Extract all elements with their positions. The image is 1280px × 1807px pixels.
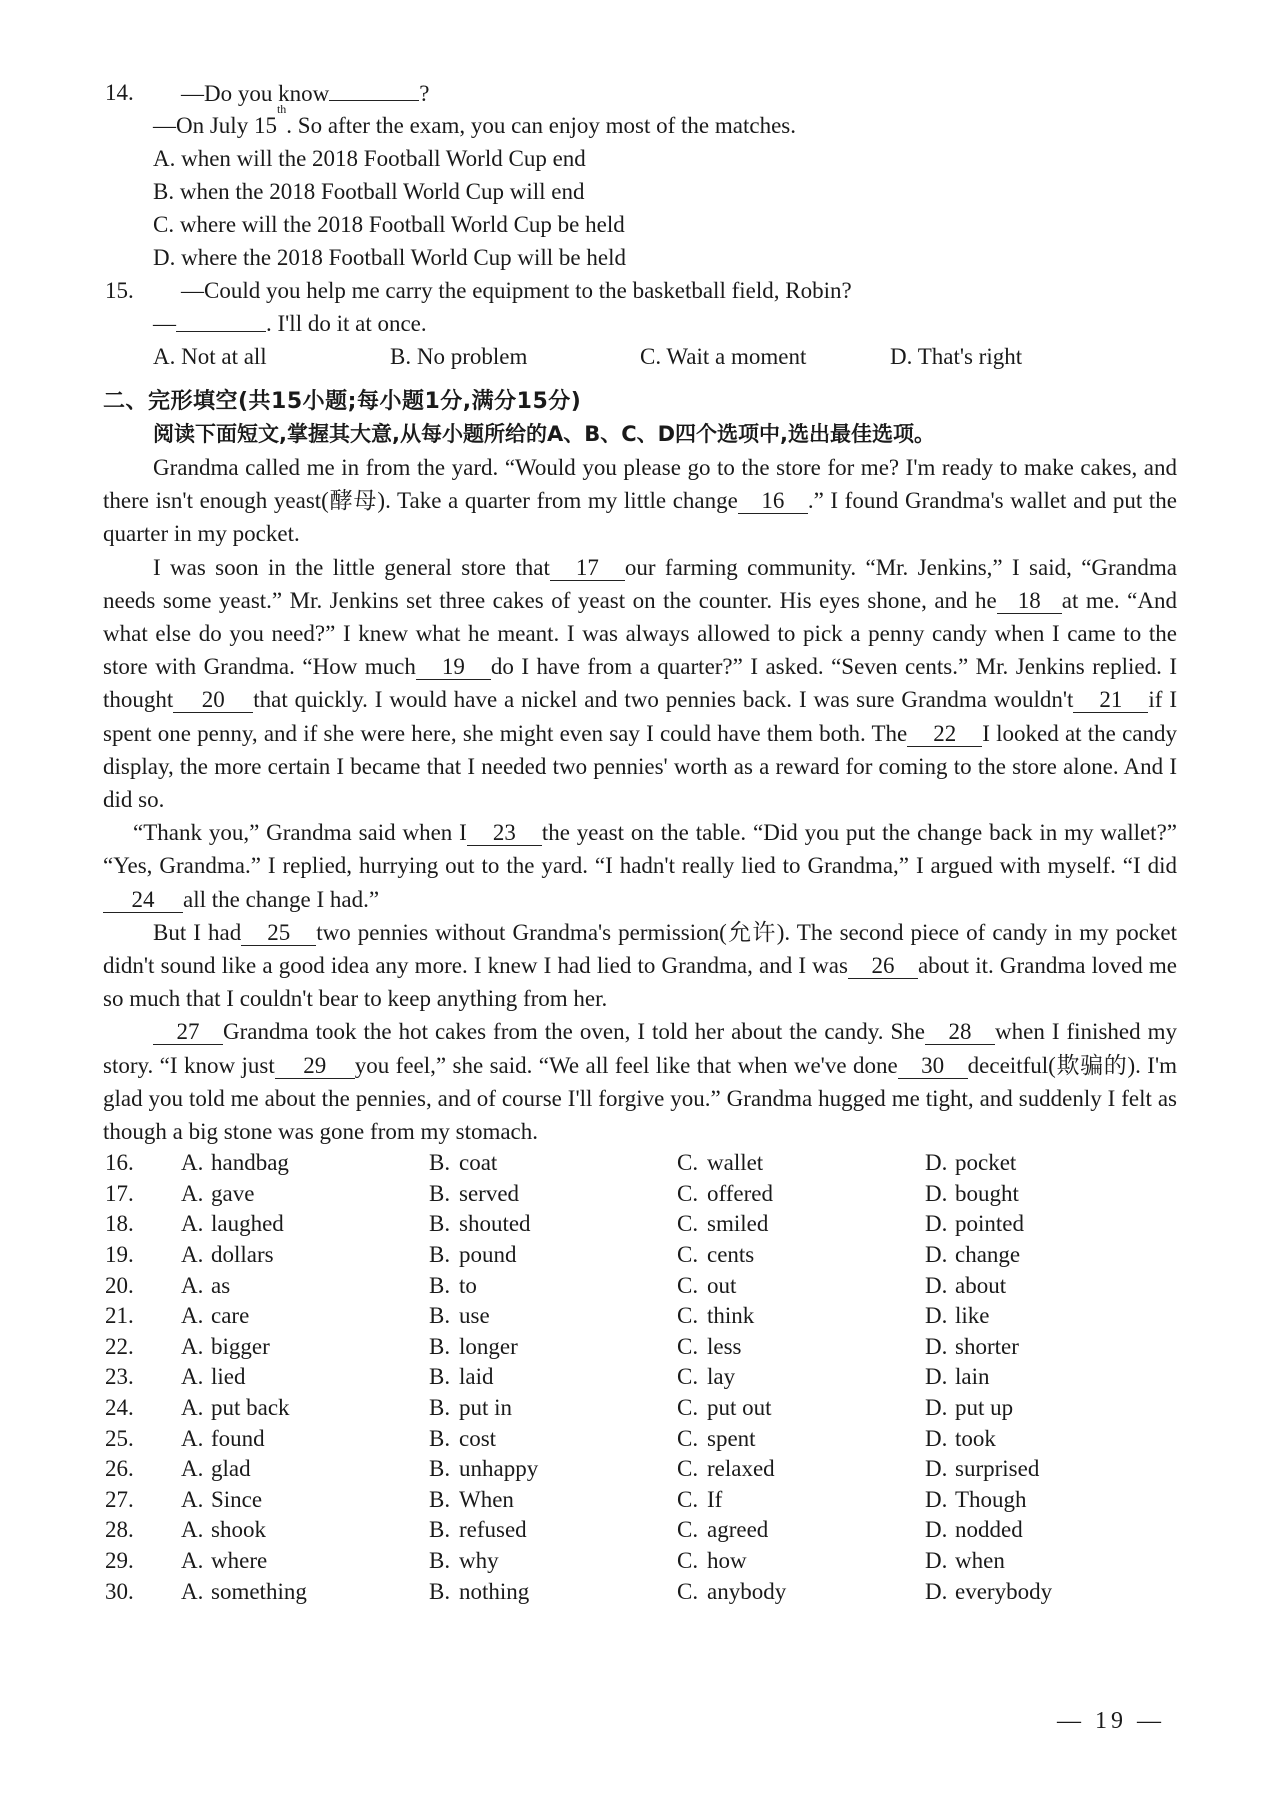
option-text: nothing: [459, 1578, 530, 1604]
option-text: unhappy: [459, 1456, 539, 1482]
option-letter: D.: [925, 1180, 948, 1206]
passage-text: at me. “And what else do you need?” I knew what he meant. I was always allowed to pick a penny candy when I came to the store with Grandma. “How much: [103, 587, 1177, 680]
option-text: handbag: [211, 1150, 289, 1176]
passage-text: But I had: [153, 919, 242, 945]
question-14-reply: [0, 102, 1280, 142]
option-letter: B.: [429, 1425, 451, 1451]
option-text: dollars: [211, 1242, 274, 1268]
option-text: surprised: [955, 1456, 1040, 1482]
option-row-number: 19.: [105, 1242, 134, 1268]
option-b: [429, 1209, 677, 1240]
option-d: [925, 1148, 1173, 1179]
passage-text: if I spent one penny, and if she were here, she might even say I could have them both. The: [103, 687, 1177, 746]
option-text: anybody: [707, 1578, 787, 1604]
option-letter: A.: [181, 1242, 204, 1268]
option-c: [677, 1301, 925, 1332]
option-letter: D.: [925, 1486, 948, 1512]
option-letter: C.: [677, 1364, 699, 1390]
option-row: [0, 1148, 1280, 1179]
option-letter: C.: [677, 1272, 699, 1298]
passage-text: deceitful(欺骗的). I'm glad you told me about the pennies, and of course I'll forgive you.” Grandma hugged me tight, and suddenly I felt as though a big stone was gone from my stomach.: [103, 1052, 1177, 1145]
option-text: wallet: [707, 1150, 764, 1176]
option-text: shouted: [459, 1211, 531, 1237]
option-a: [163, 1577, 429, 1608]
option-letter: B.: [429, 1578, 451, 1604]
option-letter: C.: [677, 1547, 699, 1573]
question-15-reply: [0, 307, 1280, 340]
option-letter: C.: [677, 1486, 699, 1512]
option-b: [429, 1179, 677, 1210]
option-c: [677, 1577, 925, 1608]
reply-text: —On July 15: [153, 113, 277, 138]
option-letter: C.: [677, 1425, 699, 1451]
option-row: [0, 1301, 1280, 1332]
option-d: [925, 1332, 1173, 1363]
option-text: spent: [707, 1425, 756, 1451]
option-text: laid: [459, 1364, 494, 1390]
option-b: [429, 1271, 677, 1302]
option-15a: A. Not at all: [153, 344, 267, 369]
blank-29: 29: [275, 1054, 355, 1079]
option-text: lain: [955, 1364, 990, 1390]
option-b: [429, 1362, 677, 1393]
passage-text: do I have from a quarter?” I asked. “Seven cents.” Mr. Jenkins replied. I thought: [103, 654, 1177, 713]
option-row: [0, 1240, 1280, 1271]
option-text: put up: [955, 1395, 1014, 1421]
passage-text: you feel,” she said. “We all feel like that when we've done: [354, 1052, 898, 1078]
option-letter: B.: [429, 1180, 451, 1206]
option-text: gave: [211, 1180, 255, 1206]
option-c: [677, 1546, 925, 1577]
option-text: use: [459, 1303, 490, 1329]
option-row-number: 27.: [105, 1486, 134, 1512]
option-letter: C.: [677, 1180, 699, 1206]
option-letter: C.: [677, 1578, 699, 1604]
option-d: [925, 1209, 1173, 1240]
option-row-number: 29.: [105, 1547, 134, 1573]
option-letter: B.: [429, 1395, 451, 1421]
option-text: took: [955, 1425, 996, 1451]
passage-text: about it. Grandma loved me so much that I couldn't bear to keep anything from her.: [103, 953, 1177, 1012]
question-number: 14.: [105, 80, 134, 105]
option-letter: A.: [181, 1303, 204, 1329]
option-row-number: 26.: [105, 1456, 134, 1482]
option-text: how: [707, 1547, 747, 1573]
blank-30: 30: [898, 1054, 968, 1079]
option-letter: B.: [429, 1547, 451, 1573]
option-row: [0, 1454, 1280, 1485]
option-a: [163, 1393, 429, 1424]
option-letter: C.: [677, 1517, 699, 1543]
option-d: [925, 1179, 1173, 1210]
reply-text-end: . So after the exam, you can enjoy most of the matches.: [286, 113, 796, 138]
option-15c: C. Wait a moment: [640, 344, 807, 369]
cloze-options: [0, 1148, 1280, 1607]
blank-16: 16: [738, 489, 808, 514]
option-c: [677, 1240, 925, 1271]
option-d: [925, 1393, 1173, 1424]
passage-paragraph-5: [103, 1015, 1177, 1148]
option-letter: D.: [925, 1333, 948, 1359]
option-letter: B.: [429, 1211, 451, 1237]
option-text: pocket: [955, 1150, 1017, 1176]
option-row: [0, 1546, 1280, 1577]
option-letter: A.: [181, 1333, 204, 1359]
answer-blank: [329, 76, 419, 101]
option-row-number: 22.: [105, 1333, 134, 1359]
reply-text-end: . I'll do it at once.: [266, 311, 427, 336]
option-text: bought: [955, 1180, 1019, 1206]
option-letter: D.: [925, 1303, 948, 1329]
option-text: like: [955, 1303, 990, 1329]
option-row: [0, 1424, 1280, 1455]
option-a: [163, 1332, 429, 1363]
option-text: longer: [459, 1333, 518, 1359]
option-text: put back: [211, 1395, 290, 1421]
blank-21: 21: [1073, 688, 1148, 713]
option-15d: D. That's right: [890, 344, 1023, 369]
option-row: [0, 1209, 1280, 1240]
option-row-number: 16.: [105, 1150, 134, 1176]
option-text: smiled: [707, 1211, 769, 1237]
passage-text: our farming community. “Mr. Jenkins,” I said, “Grandma needs some yeast.” Mr. Jenkins set three cakes of yeast on the counter. His eyes shone, and he: [103, 554, 1177, 613]
passage-text: that quickly. I would have a nickel and two pennies back. I was sure Grandma wouldn't: [253, 687, 1074, 713]
option-letter: A.: [181, 1180, 204, 1206]
passage-text: “Thank you,” Grandma said when I: [133, 820, 467, 846]
option-a: [163, 1209, 429, 1240]
option-text: cents: [707, 1242, 755, 1268]
option-row-number: 24.: [105, 1395, 134, 1421]
option-b: [429, 1393, 677, 1424]
option-b: [429, 1577, 677, 1608]
blank-17: 17: [550, 556, 625, 581]
blank-25: 25: [241, 921, 316, 946]
blank-22: 22: [907, 722, 982, 747]
option-text: out: [707, 1272, 737, 1298]
option-b: [429, 1515, 677, 1546]
option-text: think: [707, 1303, 755, 1329]
option-d: [925, 1546, 1173, 1577]
option-14c: C. where will the 2018 Football World Cup be held: [153, 212, 625, 237]
option-letter: A.: [181, 1547, 204, 1573]
page-number: — 19 —: [1057, 1708, 1165, 1734]
option-b: [429, 1240, 677, 1271]
option-letter: D.: [925, 1456, 948, 1482]
page-content: [0, 76, 1280, 1607]
option-a: [163, 1179, 429, 1210]
option-text: put out: [707, 1395, 772, 1421]
option-letter: A.: [181, 1211, 204, 1237]
option-text: pointed: [955, 1211, 1024, 1237]
option-text: Since: [211, 1486, 263, 1512]
option-letter: B.: [429, 1456, 451, 1482]
option-text: to: [459, 1272, 477, 1298]
option-row-number: 25.: [105, 1425, 134, 1451]
option-letter: C.: [677, 1333, 699, 1359]
passage-paragraph-2: [103, 551, 1177, 817]
option-letter: B.: [429, 1364, 451, 1390]
question-text: —Could you help me carry the equipment to the basketball field, Robin?: [181, 278, 852, 303]
option-c: [677, 1271, 925, 1302]
option-letter: A.: [181, 1272, 204, 1298]
option-c: [677, 1332, 925, 1363]
option-d: [925, 1362, 1173, 1393]
option-a: [163, 1301, 429, 1332]
option-15b: B. No problem: [390, 344, 528, 369]
blank-26: 26: [848, 954, 918, 979]
option-letter: B.: [429, 1272, 451, 1298]
reply-superscript: th: [276, 102, 287, 116]
option-d: [925, 1515, 1173, 1546]
option-14d: D. where the 2018 Football World Cup will be held: [153, 245, 626, 270]
option-text: as: [211, 1272, 231, 1298]
option-text: refused: [459, 1517, 527, 1543]
passage-paragraph-3: [103, 816, 1177, 916]
option-row: [0, 1362, 1280, 1393]
blank-19: 19: [416, 655, 491, 680]
blank-18: 18: [997, 589, 1062, 614]
option-row: [0, 1179, 1280, 1210]
blank-27: 27: [153, 1020, 223, 1045]
option-14b: B. when the 2018 Football World Cup will end: [153, 179, 585, 204]
question-text-end: ?: [419, 81, 430, 106]
option-letter: C.: [677, 1242, 699, 1268]
option-row: [0, 1332, 1280, 1363]
passage-text: the yeast on the table. “Did you put the change back in my wallet?” “Yes, Grandma.” I replied, hurrying out to the yard. “I hadn't really lied to Grandma,” I argued with myself. “I did: [103, 820, 1177, 879]
option-row-number: 23.: [105, 1364, 134, 1390]
option-b: [429, 1332, 677, 1363]
option-text: nodded: [955, 1517, 1023, 1543]
option-text: something: [211, 1578, 307, 1604]
option-letter: D.: [925, 1150, 948, 1176]
option-letter: A.: [181, 1150, 204, 1176]
option-c: [677, 1362, 925, 1393]
option-letter: C.: [677, 1211, 699, 1237]
passage-text: Grandma took the hot cakes from the oven, I told her about the candy. She: [223, 1019, 926, 1045]
option-text: shorter: [955, 1333, 1019, 1359]
option-text: where: [211, 1547, 268, 1573]
option-row: [0, 1485, 1280, 1516]
option-letter: D.: [925, 1364, 948, 1390]
question-15-options: [0, 340, 1280, 373]
question-text: —Do you know: [181, 81, 330, 106]
option-row: [0, 1393, 1280, 1424]
option-text: bigger: [211, 1333, 270, 1359]
option-text: relaxed: [707, 1456, 775, 1482]
option-d: [925, 1485, 1173, 1516]
option-b: [429, 1454, 677, 1485]
option-letter: B.: [429, 1517, 451, 1543]
option-c: [677, 1148, 925, 1179]
option-14a: A. when will the 2018 Football World Cup end: [153, 146, 586, 171]
option-letter: D.: [925, 1578, 948, 1604]
passage-text: all the change I had.”: [183, 886, 380, 912]
option-text: laughed: [211, 1211, 284, 1237]
option-c: [677, 1515, 925, 1546]
option-a: [163, 1362, 429, 1393]
option-d: [925, 1301, 1173, 1332]
option-row-number: 28.: [105, 1517, 134, 1543]
blank-20: 20: [173, 688, 253, 713]
cloze-passage: [0, 451, 1177, 1148]
option-letter: D.: [925, 1395, 948, 1421]
option-c: [677, 1454, 925, 1485]
option-a: [163, 1148, 429, 1179]
passage-text: Grandma called me in from the yard. “Would you please go to the store for me? I'm ready to make cakes, and there isn't enough yeast(酵母). Take a quarter from my little change: [103, 455, 1177, 514]
option-c: [677, 1424, 925, 1455]
option-text: change: [955, 1242, 1021, 1268]
option-b: [429, 1424, 677, 1455]
option-text: everybody: [955, 1578, 1053, 1604]
option-text: lied: [211, 1364, 246, 1390]
option-letter: A.: [181, 1425, 204, 1451]
question-15: [0, 274, 1280, 307]
option-text: when: [955, 1547, 1005, 1573]
option-letter: D.: [925, 1517, 948, 1543]
option-d: [925, 1577, 1173, 1608]
option-a: [163, 1515, 429, 1546]
option-row: [0, 1515, 1280, 1546]
option-text: coat: [459, 1150, 498, 1176]
option-letter: B.: [429, 1486, 451, 1512]
option-letter: A.: [181, 1364, 204, 1390]
option-c: [677, 1485, 925, 1516]
option-row-number: 30.: [105, 1578, 134, 1604]
option-text: about: [955, 1272, 1007, 1298]
option-text: glad: [211, 1456, 251, 1482]
option-letter: D.: [925, 1425, 948, 1451]
option-letter: B.: [429, 1333, 451, 1359]
passage-text: when I finished my story. “I know just: [103, 1019, 1177, 1078]
option-a: [163, 1240, 429, 1271]
option-a: [163, 1424, 429, 1455]
option-text: why: [459, 1547, 499, 1573]
option-d: [925, 1271, 1173, 1302]
section-instruction: 阅读下面短文,掌握其大意,从每小题所给的A、B、C、D四个选项中,选出最佳选项。: [153, 422, 936, 446]
option-letter: D.: [925, 1547, 948, 1573]
option-c: [677, 1209, 925, 1240]
option-text: cost: [459, 1425, 497, 1451]
option-letter: B.: [429, 1303, 451, 1329]
option-row-number: 17.: [105, 1180, 134, 1206]
option-text: agreed: [707, 1517, 769, 1543]
option-letter: B.: [429, 1242, 451, 1268]
option-d: [925, 1454, 1173, 1485]
option-c: [677, 1393, 925, 1424]
option-a: [163, 1546, 429, 1577]
passage-text: two pennies without Grandma's permission(允许). The second piece of candy in my pocket didn't sound like a good idea any more. I knew I had lied to Grandma, and I was: [103, 919, 1178, 979]
blank-24: 24: [103, 888, 183, 913]
option-b: [429, 1485, 677, 1516]
option-text: served: [459, 1180, 520, 1206]
option-text: pound: [459, 1242, 517, 1268]
option-letter: D.: [925, 1272, 948, 1298]
passage-text: I looked at the candy display, the more certain I became that I needed two pennies' worth as a reward for coming to the store alone. And I did so.: [103, 720, 1177, 813]
option-letter: A.: [181, 1456, 204, 1482]
option-a: [163, 1485, 429, 1516]
option-b: [429, 1546, 677, 1577]
option-c: [677, 1179, 925, 1210]
section-title: 二、完形填空(共15小题;每小题1分,满分15分): [103, 389, 582, 414]
option-text: lay: [707, 1364, 736, 1390]
question-number: 15.: [105, 278, 134, 303]
option-letter: D.: [925, 1211, 948, 1237]
reply-dash: —: [153, 311, 176, 336]
passage-text: I was soon in the little general store that: [153, 554, 550, 580]
option-text: found: [211, 1425, 265, 1451]
option-text: If: [707, 1486, 723, 1512]
option-row-number: 18.: [105, 1211, 134, 1237]
option-text: less: [707, 1333, 742, 1359]
option-letter: A.: [181, 1395, 204, 1421]
option-letter: A.: [181, 1517, 204, 1543]
option-a: [163, 1454, 429, 1485]
option-letter: B.: [429, 1150, 451, 1176]
option-row-number: 20.: [105, 1272, 134, 1298]
option-d: [925, 1240, 1173, 1271]
option-text: care: [211, 1303, 250, 1329]
passage-text: .” I found Grandma's wallet and put the quarter in my pocket.: [103, 488, 1177, 547]
question-14: [0, 76, 1280, 109]
option-row: [0, 1577, 1280, 1608]
option-letter: A.: [181, 1578, 204, 1604]
option-text: put in: [459, 1395, 513, 1421]
passage-paragraph-1: [103, 451, 1177, 551]
option-letter: C.: [677, 1303, 699, 1329]
option-letter: C.: [677, 1150, 699, 1176]
option-text: offered: [707, 1180, 773, 1206]
answer-blank: [176, 307, 266, 332]
blank-23: 23: [467, 821, 542, 846]
option-b: [429, 1148, 677, 1179]
option-b: [429, 1301, 677, 1332]
option-letter: C.: [677, 1395, 699, 1421]
option-row-number: 21.: [105, 1303, 134, 1329]
option-a: [163, 1271, 429, 1302]
option-row: [0, 1271, 1280, 1302]
option-letter: C.: [677, 1456, 699, 1482]
option-text: shook: [211, 1517, 266, 1543]
passage-paragraph-4: [103, 916, 1177, 1016]
blank-28: 28: [925, 1020, 995, 1045]
option-text: Though: [955, 1486, 1027, 1512]
option-letter: A.: [181, 1486, 204, 1512]
option-text: When: [459, 1486, 514, 1512]
option-letter: D.: [925, 1242, 948, 1268]
option-d: [925, 1424, 1173, 1455]
